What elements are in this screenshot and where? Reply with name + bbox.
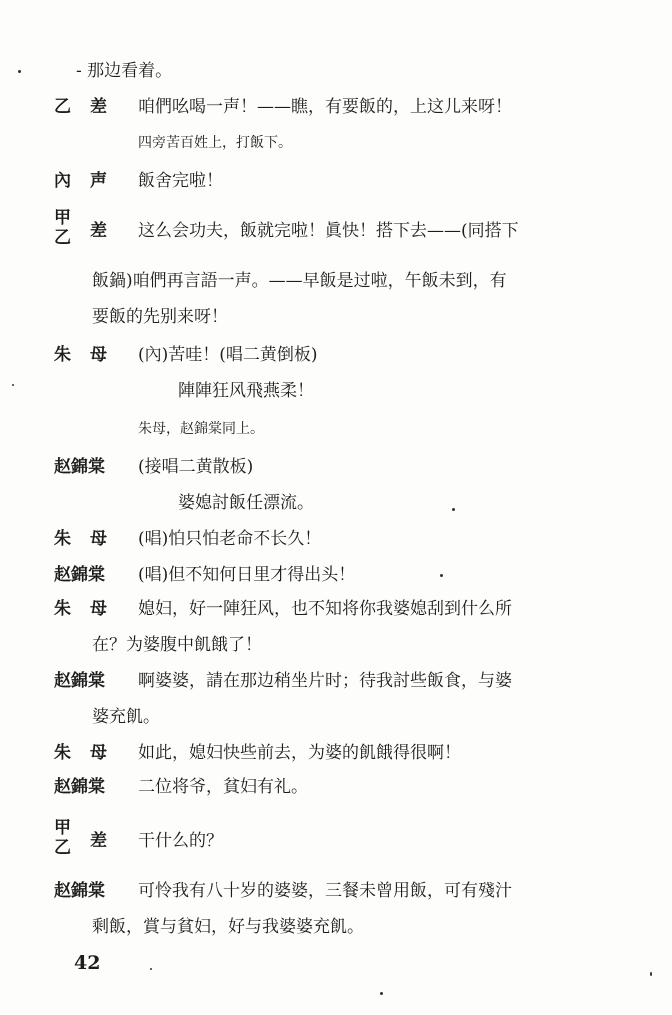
- role-name: 赵錦棠: [54, 671, 105, 691]
- verse-text: 婆媳討飯任漂流。: [178, 493, 314, 513]
- stage-text: - 那边看着。: [76, 61, 173, 81]
- role-suffix: 母: [90, 743, 107, 763]
- dialogue-text: 剩飯，賞与貧妇，好与我婆婆充飢。: [92, 917, 364, 937]
- dialogue-text: 这么会功夫，飯就完啦！眞快！搭下去——(同搭下: [138, 221, 519, 241]
- role-suffix: 差: [90, 221, 107, 241]
- role-name: 赵錦棠: [54, 457, 105, 477]
- role-name: 乙: [54, 97, 71, 117]
- dialogue-text: 飯鍋)咱們再言語一声。——早飯是过啦，午飯未到，有: [92, 271, 507, 291]
- dialogue-text: 二位将爷，貧妇有礼。: [138, 777, 308, 797]
- dialogue-text: 要飯的先别来呀！: [92, 307, 228, 327]
- dialogue-text: (接唱二黄散板): [138, 457, 254, 477]
- role-name-bottom: 乙: [54, 838, 71, 858]
- role-name-top: 甲: [54, 208, 71, 228]
- dialogue-text: (內)苦哇！(唱二黄倒板): [138, 345, 318, 365]
- dialogue-text: 干什么的？: [138, 831, 223, 851]
- role-name: 朱: [54, 529, 71, 549]
- role-name-stacked: [54, 208, 76, 248]
- scan-speck: [380, 992, 383, 995]
- role-suffix: 母: [90, 599, 107, 619]
- role-name-top: 甲: [54, 818, 71, 838]
- stage-direction-text: 朱母，赵錦棠同上。: [138, 421, 264, 437]
- dialogue-text: (唱)怕只怕老命不长久！: [138, 529, 322, 549]
- role-name: 內: [54, 171, 71, 191]
- role-suffix: 母: [90, 529, 107, 549]
- scan-speck: [150, 968, 152, 970]
- scan-speck: [18, 70, 21, 73]
- scan-speck: [12, 384, 14, 386]
- dialogue-text: 如此，媳妇快些前去，为婆的飢餓得很啊！: [138, 743, 461, 763]
- scan-speck: [440, 574, 443, 577]
- scan-speck: [650, 972, 652, 976]
- role-name: 朱: [54, 599, 71, 619]
- role-suffix: 差: [90, 97, 107, 117]
- role-name-stacked: [54, 818, 76, 858]
- role-name: 赵錦棠: [54, 881, 105, 901]
- stage-direction-text: 四旁苦百姓上，打飯下。: [138, 135, 292, 151]
- verse-text: 陣陣狂风飛燕柔！: [178, 381, 314, 401]
- dialogue-text: 婆充飢。: [92, 707, 160, 727]
- dialogue-text: 飯舍完啦！: [138, 171, 223, 191]
- scan-speck: [452, 508, 455, 511]
- role-name: 赵錦棠: [54, 777, 105, 797]
- role-name-bottom: 乙: [54, 228, 71, 248]
- dialogue-text: 可怜我有八十岁的婆婆，三餐未曾用飯，可有殘汁: [138, 881, 512, 901]
- dialogue-text: 咱們吆喝一声！——瞧，有要飯的，上这儿来呀！: [138, 97, 512, 117]
- dialogue-text: (唱)但不知何日里才得出头！: [138, 565, 356, 585]
- role-suffix: 声: [90, 171, 107, 191]
- role-name: 赵錦棠: [54, 565, 105, 585]
- page-number: 42: [74, 952, 101, 974]
- dialogue-text: 媳妇，好一陣狂风，也不知将你我婆媳刮到什么所: [138, 599, 512, 619]
- dialogue-text: 在？为婆腹中飢餓了！: [92, 635, 262, 655]
- role-suffix: 差: [90, 831, 107, 851]
- role-name: 朱: [54, 345, 71, 365]
- dialogue-text: 啊婆婆，請在那边稍坐片时；待我討些飯食，与婆: [138, 671, 512, 691]
- role-name: 朱: [54, 743, 71, 763]
- role-suffix: 母: [90, 345, 107, 365]
